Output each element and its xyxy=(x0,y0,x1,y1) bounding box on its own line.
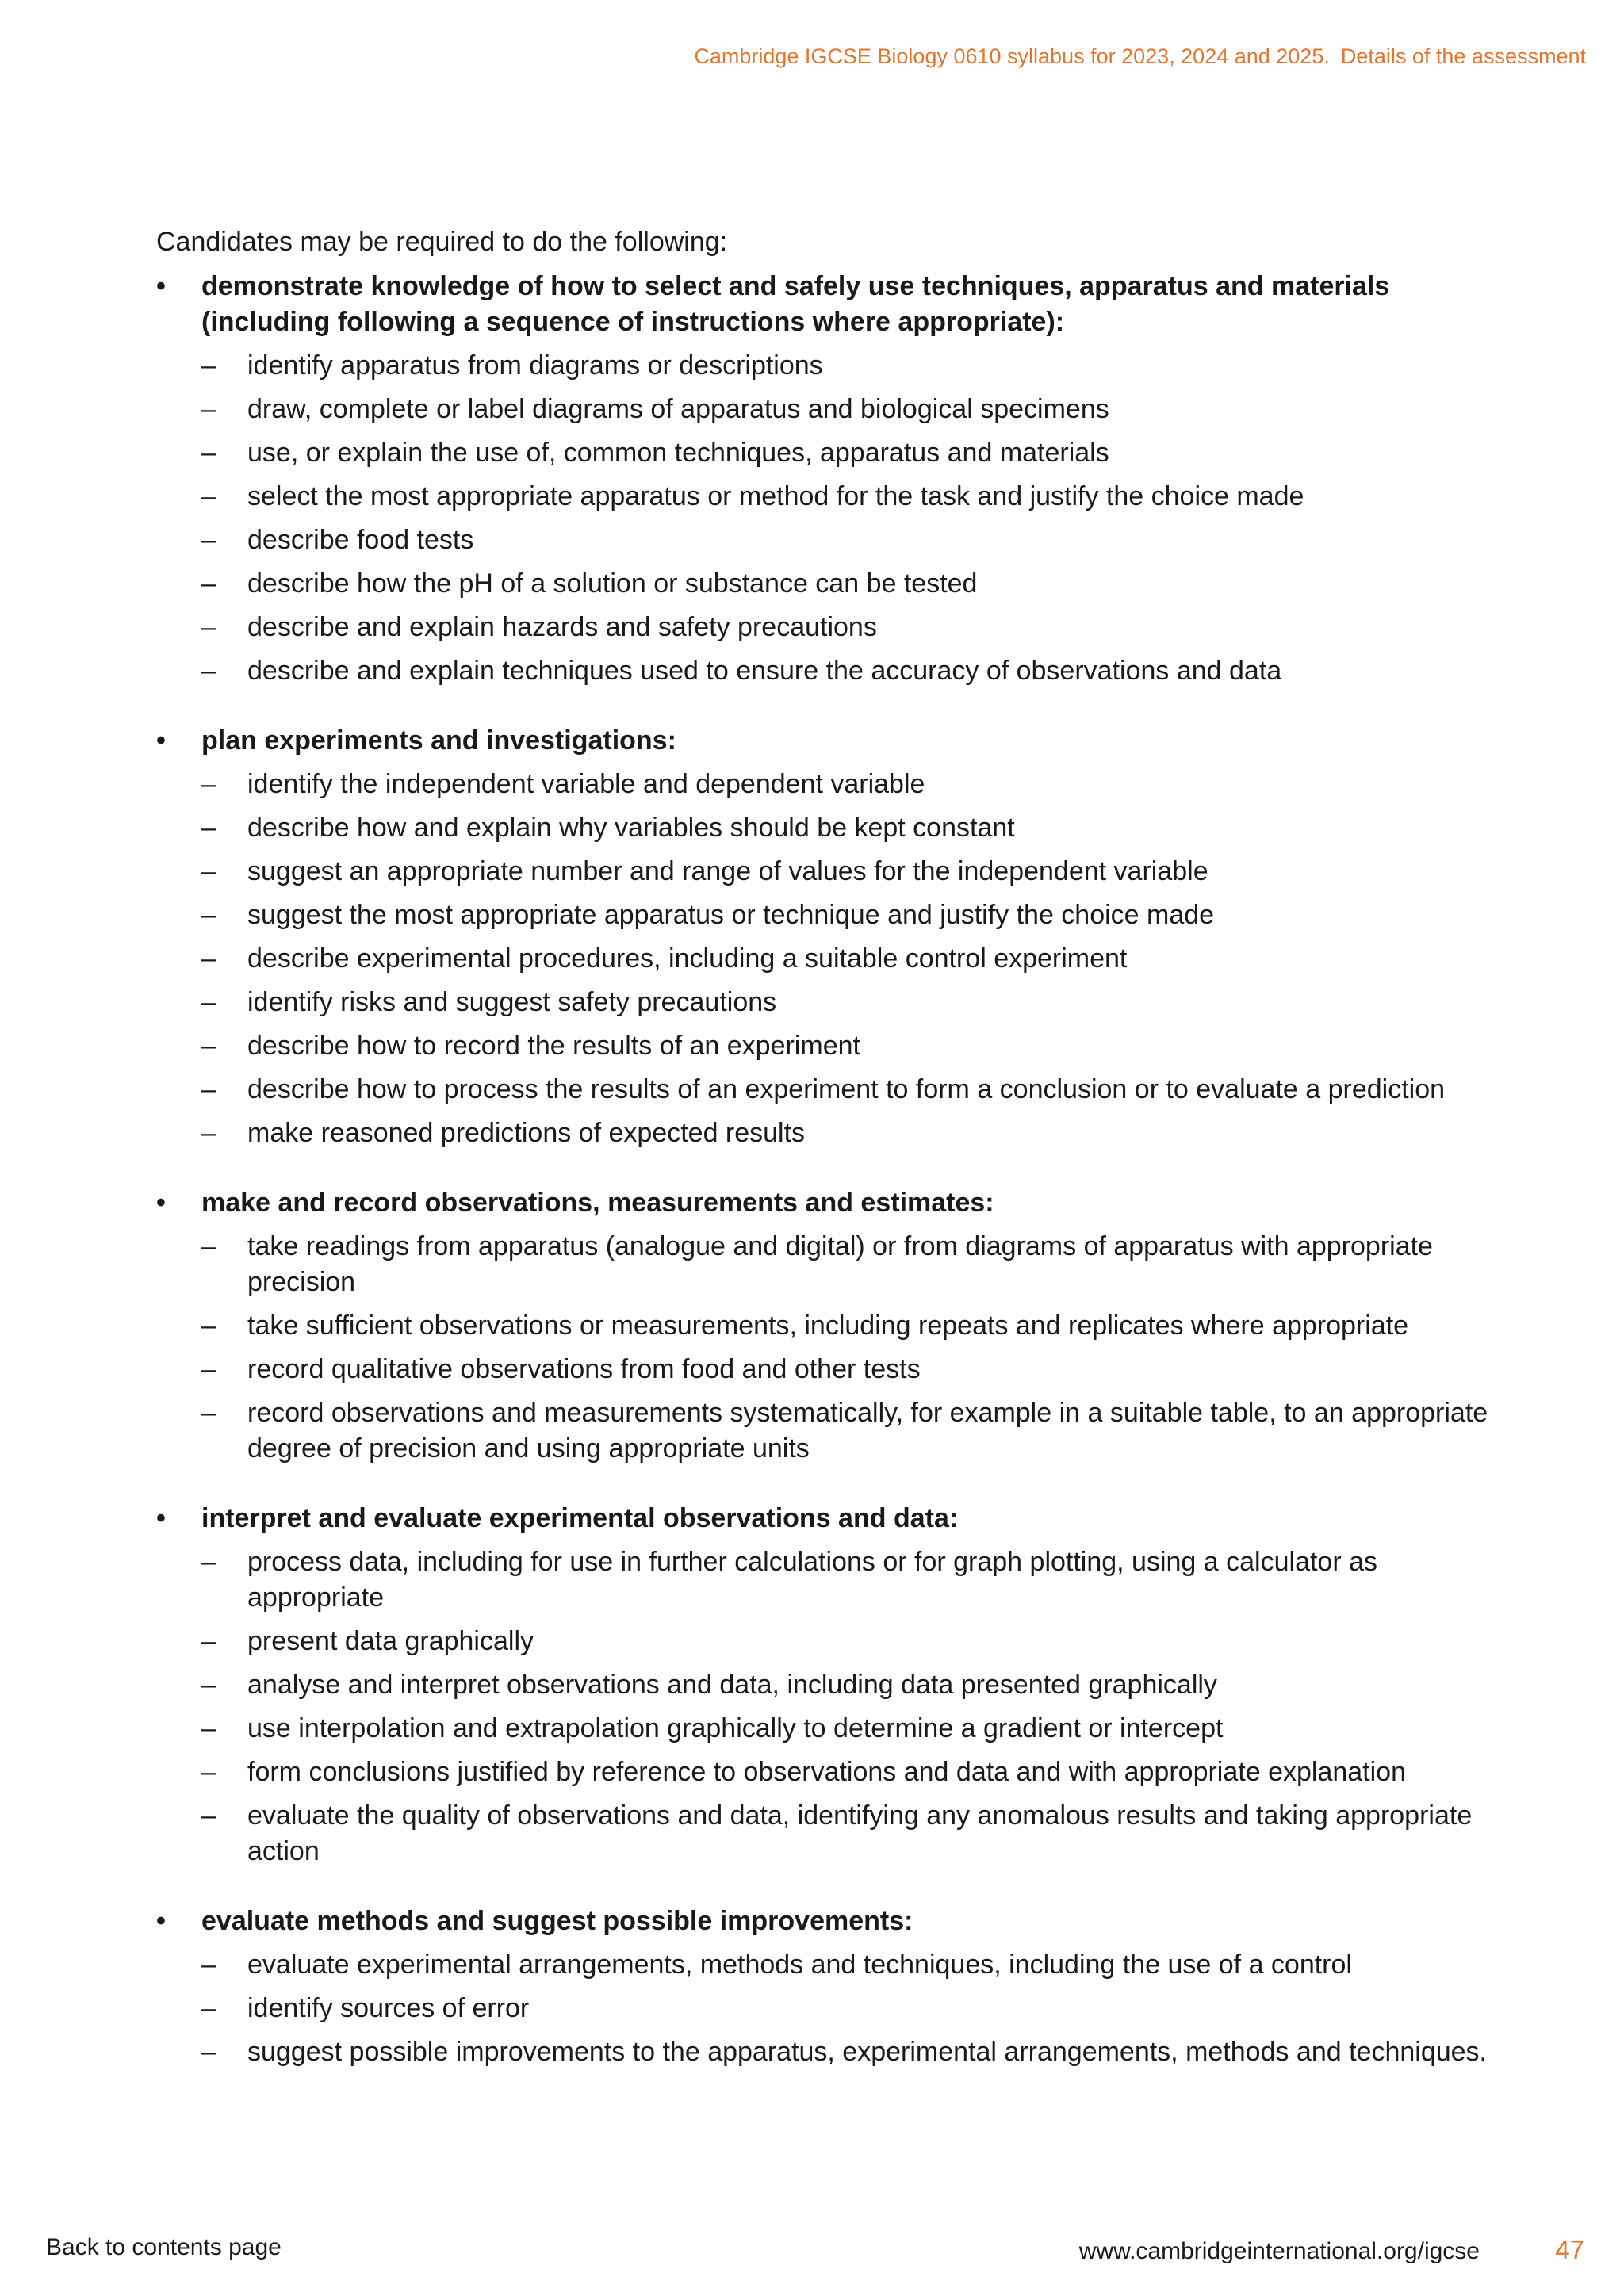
dash-icon: – xyxy=(201,1398,216,1428)
list-item xyxy=(156,897,1496,933)
section-list xyxy=(156,269,1496,2070)
running-header xyxy=(694,44,1586,69)
list-item xyxy=(156,2034,1496,2070)
bullet-icon: • xyxy=(156,1188,166,1218)
dash-icon: – xyxy=(201,1670,216,1700)
dash-icon: – xyxy=(201,943,216,974)
list-item-text: record observations and measurements systematically, for example in a suitable table, to an appropriate degree of precision and using appropriate units xyxy=(247,1398,1488,1464)
list-item-text: use, or explain the use of, common techniques, apparatus and materials xyxy=(247,438,1109,468)
list-item xyxy=(156,392,1496,427)
dash-icon: – xyxy=(201,525,216,555)
list-item xyxy=(156,1308,1496,1344)
main-content xyxy=(156,224,1496,2104)
dash-icon: – xyxy=(201,2037,216,2067)
list-item-text: evaluate experimental arrangements, methods and techniques, including the use of a control xyxy=(247,1950,1352,1980)
list-item-text: identify risks and suggest safety precautions xyxy=(247,987,777,1017)
list-item-text: suggest the most appropriate apparatus or technique and justify the choice made xyxy=(247,900,1215,930)
list-item-text: identify apparatus from diagrams or descriptions xyxy=(247,350,823,381)
section-heading-row xyxy=(156,269,1496,340)
list-item-text: describe how the pH of a solution or substance can be tested xyxy=(247,568,978,599)
section-block xyxy=(156,723,1496,1151)
list-item xyxy=(156,1711,1496,1747)
list-item xyxy=(156,610,1496,645)
dash-icon: – xyxy=(201,1031,216,1061)
dash-icon: – xyxy=(201,568,216,599)
list-item-text: identify sources of error xyxy=(247,1993,530,2023)
list-item xyxy=(156,854,1496,890)
dash-icon: – xyxy=(201,438,216,468)
list-item-text: take readings from apparatus (analogue and digital) or from diagrams of apparatus with appropriate precision xyxy=(247,1231,1433,1297)
section-heading-row xyxy=(156,1185,1496,1221)
list-item xyxy=(156,1755,1496,1790)
dash-icon: – xyxy=(201,1757,216,1787)
dash-icon: – xyxy=(201,656,216,686)
list-item xyxy=(156,1395,1496,1467)
back-to-contents-link[interactable]: Back to contents page xyxy=(46,2234,282,2260)
list-item xyxy=(156,1991,1496,2026)
list-item xyxy=(156,1352,1496,1387)
list-item-text: present data graphically xyxy=(247,1626,534,1656)
list-item-text: record qualitative observations from food and other tests xyxy=(247,1354,921,1384)
dash-icon: – xyxy=(201,813,216,843)
list-item-text: describe and explain hazards and safety precautions xyxy=(247,612,877,642)
list-item xyxy=(156,810,1496,846)
sub-item-list xyxy=(156,1229,1496,1467)
bullet-icon: • xyxy=(156,1503,166,1533)
section-heading: make and record observations, measurements and estimates: xyxy=(201,1188,994,1218)
list-item-text: suggest an appropriate number and range of values for the independent variable xyxy=(247,856,1208,886)
list-item xyxy=(156,1544,1496,1616)
list-item xyxy=(156,348,1496,384)
list-item xyxy=(156,1798,1496,1869)
list-item-text: take sufficient observations or measurements, including repeats and replicates where appropriate xyxy=(247,1311,1409,1341)
bullet-icon: • xyxy=(156,1906,166,1936)
list-item-text: make reasoned predictions of expected results xyxy=(247,1118,806,1148)
list-item-text: describe how and explain why variables should be kept constant xyxy=(247,813,1015,843)
section-heading-row xyxy=(156,1904,1496,1939)
dash-icon: – xyxy=(201,1118,216,1148)
dash-icon: – xyxy=(201,1354,216,1384)
dash-icon: – xyxy=(201,856,216,886)
list-item-text: describe and explain techniques used to ensure the accuracy of observations and data xyxy=(247,656,1282,686)
dash-icon: – xyxy=(201,1993,216,2023)
sub-item-list xyxy=(156,1947,1496,2070)
bullet-icon: • xyxy=(156,271,166,301)
list-item xyxy=(156,1115,1496,1151)
section-heading-row xyxy=(156,723,1496,759)
dash-icon: – xyxy=(201,1950,216,1980)
list-item xyxy=(156,1072,1496,1108)
bullet-icon: • xyxy=(156,725,166,756)
list-item xyxy=(156,435,1496,471)
section-block xyxy=(156,1185,1496,1467)
page-number: 47 xyxy=(1555,2235,1584,2264)
list-item xyxy=(156,566,1496,602)
dash-icon: – xyxy=(201,1626,216,1656)
section-heading-row xyxy=(156,1501,1496,1536)
list-item xyxy=(156,1667,1496,1703)
header-section: Details of the assessment xyxy=(1340,44,1586,68)
list-item-text: suggest possible improvements to the apparatus, experimental arrangements, methods and techniques. xyxy=(247,2037,1488,2067)
list-item xyxy=(156,479,1496,515)
sub-item-list xyxy=(156,767,1496,1151)
dash-icon: – xyxy=(201,1231,216,1261)
dash-icon: – xyxy=(201,987,216,1017)
list-item xyxy=(156,522,1496,558)
section-heading: interpret and evaluate experimental observations and data: xyxy=(201,1503,959,1533)
dash-icon: – xyxy=(201,394,216,424)
list-item-text: analyse and interpret observations and data, including data presented graphically xyxy=(247,1670,1217,1700)
sub-item-list xyxy=(156,1544,1496,1869)
list-item-text: evaluate the quality of observations and data, identifying any anomalous results and taking appropriate action xyxy=(247,1800,1473,1866)
list-item xyxy=(156,653,1496,689)
sub-item-list xyxy=(156,348,1496,689)
header-title: Cambridge IGCSE Biology 0610 syllabus for 2023, 2024 and 2025. xyxy=(694,44,1330,68)
list-item xyxy=(156,1229,1496,1300)
dash-icon: – xyxy=(201,900,216,930)
intro-text: Candidates may be required to do the following: xyxy=(156,227,728,257)
dash-icon: – xyxy=(201,1074,216,1104)
section-heading: evaluate methods and suggest possible improvements: xyxy=(201,1906,914,1936)
list-item-text: describe how to process the results of an experiment to form a conclusion or to evaluate a prediction xyxy=(247,1074,1446,1104)
dash-icon: – xyxy=(201,1713,216,1743)
section-block xyxy=(156,1904,1496,2070)
section-block xyxy=(156,1501,1496,1869)
dash-icon: – xyxy=(201,1311,216,1341)
list-item-text: identify the independent variable and dependent variable xyxy=(247,769,925,799)
list-item-text: select the most appropriate apparatus or method for the task and justify the choice made xyxy=(247,481,1304,511)
list-item-text: form conclusions justified by reference to observations and data and with appropriate explanation xyxy=(247,1757,1406,1787)
section-heading: demonstrate knowledge of how to select and safely use techniques, apparatus and materials (including following a sequence of instructions where appropriate): xyxy=(201,271,1390,337)
list-item-text: describe food tests xyxy=(247,525,474,555)
list-item-text: process data, including for use in further calculations or for graph plotting, using a calculator as appropriate xyxy=(247,1547,1378,1613)
list-item xyxy=(156,1947,1496,1983)
dash-icon: – xyxy=(201,481,216,511)
list-item xyxy=(156,767,1496,802)
list-item xyxy=(156,941,1496,977)
dash-icon: – xyxy=(201,1547,216,1577)
dash-icon: – xyxy=(201,612,216,642)
dash-icon: – xyxy=(201,1800,216,1831)
list-item xyxy=(156,985,1496,1020)
dash-icon: – xyxy=(201,769,216,799)
section-heading: plan experiments and investigations: xyxy=(201,725,676,756)
list-item-text: use interpolation and extrapolation graphically to determine a gradient or intercept xyxy=(247,1713,1224,1743)
website-link[interactable]: www.cambridgeinternational.org/igcse xyxy=(1078,2238,1480,2264)
dash-icon: – xyxy=(201,350,216,381)
list-item xyxy=(156,1624,1496,1659)
list-item-text: describe how to record the results of an experiment xyxy=(247,1031,860,1061)
list-item-text: describe experimental procedures, including a suitable control experiment xyxy=(247,943,1128,974)
list-item-text: draw, complete or label diagrams of apparatus and biological specimens xyxy=(247,394,1109,424)
section-block xyxy=(156,269,1496,689)
list-item xyxy=(156,1028,1496,1064)
